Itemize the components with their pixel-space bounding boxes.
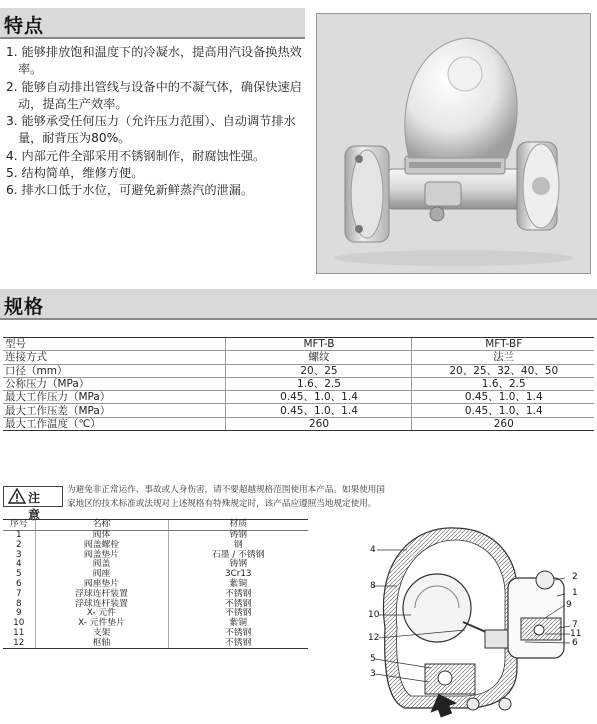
callout-2: 2 [572, 572, 578, 582]
callout-9: 9 [566, 600, 572, 610]
part-name: 阀座垫片 [35, 580, 168, 590]
table-row [3, 417, 594, 430]
features-title: 特点 [4, 15, 45, 37]
features-header-rule [0, 37, 305, 39]
part-material: 石墨 / 不锈钢 [168, 550, 308, 560]
table-row [3, 609, 308, 619]
table-row [3, 530, 308, 540]
part-name: 阀座 [35, 570, 168, 580]
table-row [3, 570, 308, 580]
part-number: 10 [13, 618, 25, 629]
table-row [3, 377, 594, 390]
part-number: 1 [15, 529, 22, 540]
spec-value-mft-bf: 0.45、1.0、1.4 [411, 391, 594, 404]
specs-header-rule [0, 318, 597, 320]
spec-value-mft-bf: 20、25、32、40、50 [411, 364, 594, 377]
part-name: 阀盖 [35, 560, 168, 570]
part-material: 不锈钢 [168, 609, 308, 619]
part-number: 4 [15, 559, 22, 570]
part-number: 9 [15, 608, 22, 619]
part-name: 浮球连杆装置 [35, 590, 168, 600]
part-material: 不锈钢 [168, 629, 308, 639]
callout-11: 11 [570, 629, 582, 639]
table-row [3, 550, 308, 560]
part-name: 枢轴 [35, 639, 168, 649]
features-header [0, 8, 305, 39]
spec-label: 最大工作压差（MPa） [3, 404, 225, 417]
notice-label: 注 意 [28, 491, 43, 522]
spec-label: 连接方式 [3, 351, 225, 364]
notice-badge [3, 486, 63, 522]
spec-value-mft-bf: 1.6、2.5 [411, 377, 594, 390]
part-number: 2 [15, 539, 22, 550]
table-row [3, 338, 594, 351]
spec-value-mft-b: 260 [225, 417, 411, 430]
spec-label: 最大工作温度（℃） [3, 417, 225, 430]
part-material: 钢 [168, 541, 308, 551]
spec-value-mft-b: 1.6、2.5 [225, 377, 411, 390]
feature-item: 6. 排水口低于水位，可避免新鲜蒸汽的泄漏。 [6, 183, 254, 198]
spec-value-mft-b: 螺纹 [225, 351, 411, 364]
steam-trap-illustration [317, 14, 590, 273]
part-name: 阀体 [35, 530, 168, 540]
callout-5: 5 [370, 654, 376, 664]
table-row [3, 580, 308, 590]
part-name: 阀盖垫片 [35, 550, 168, 560]
table-row [3, 364, 594, 377]
callout-7: 7 [572, 620, 578, 630]
spec-label: 公称压力（MPa） [3, 377, 225, 390]
column-header: 名称 [35, 520, 168, 531]
table-row [3, 404, 594, 417]
table-header-row [3, 520, 308, 531]
parts-table [3, 519, 308, 649]
feature-item: 3. 能够承受任何压力（允许压力范围）、自动调节排水量，耐背压为80%。 [6, 114, 296, 146]
callout-1: 1 [572, 588, 578, 598]
table-row [3, 599, 308, 609]
callout-4: 4 [370, 545, 376, 555]
spec-value-mft-b: 20、25 [225, 364, 411, 377]
part-material: 紫铜 [168, 580, 308, 590]
spec-label: 型号 [3, 338, 225, 351]
part-material: 不锈钢 [168, 599, 308, 609]
features-list [6, 44, 306, 200]
part-number: 8 [15, 598, 22, 609]
specs-title: 规格 [4, 296, 45, 318]
callout-10: 10 [368, 610, 380, 620]
callout-6: 6 [572, 638, 578, 648]
spec-label: 最大工作压力（MPa） [3, 391, 225, 404]
column-header: 材质 [168, 520, 308, 531]
callout-8: 8 [370, 581, 376, 591]
spec-label: 口径（mm） [3, 364, 225, 377]
part-name: 阀盖螺栓 [35, 541, 168, 551]
spec-value-mft-bf: 法兰 [411, 351, 594, 364]
feature-item: 5. 结构简单，维修方便。 [6, 166, 144, 181]
warning-icon [8, 488, 26, 504]
column-header: 序号 [3, 520, 35, 531]
callout-3: 3 [370, 669, 376, 679]
product-photo [316, 13, 591, 274]
specs-table [3, 337, 594, 431]
part-number: 7 [15, 588, 22, 599]
feature-item: 4. 内部元件全部采用不锈钢制作，耐腐蚀性强。 [6, 148, 266, 163]
table-row [3, 619, 308, 629]
part-name: X- 元件 [35, 609, 168, 619]
callout-12: 12 [368, 633, 380, 643]
feature-item: 1. 能够排放饱和温度下的冷凝水，提高用汽设备换热效率。 [6, 45, 302, 77]
table-row [3, 351, 594, 364]
table-row [3, 391, 594, 404]
part-material: 铸钢 [168, 530, 308, 540]
part-number: 11 [13, 627, 25, 638]
table-row [3, 560, 308, 570]
spec-value-mft-b: 0.45、1.0、1.4 [225, 391, 411, 404]
part-number: 3 [15, 549, 22, 560]
part-number: 5 [15, 569, 22, 580]
part-material: 不锈钢 [168, 590, 308, 600]
spec-value-mft-bf: 0.45、1.0、1.4 [411, 404, 594, 417]
part-material: 3Cr13 [168, 570, 308, 580]
part-number: 6 [15, 578, 22, 589]
table-row [3, 629, 308, 639]
feature-item: 2. 能够自动排出管线与设备中的不凝气体，确保快速启动，提高生产效率。 [6, 79, 302, 111]
spec-value-mft-b: MFT-B [225, 338, 411, 351]
part-material: 紫铜 [168, 619, 308, 629]
part-name: 支架 [35, 629, 168, 639]
part-material: 不锈钢 [168, 639, 308, 649]
spec-value-mft-b: 0.45、1.0、1.4 [225, 404, 411, 417]
notice-text: 为避免非正常运作、事故或人身伤害，请不要超越规格范围使用本产品。如果使用国家地区的技术标准或法规对上述规格有特殊规定时，该产品应遵照当地规定使用。 [67, 485, 385, 509]
part-material: 铸钢 [168, 560, 308, 570]
cross-section-drawing [345, 518, 595, 718]
spec-value-mft-bf: 260 [411, 417, 594, 430]
spec-value-mft-bf: MFT-BF [411, 338, 594, 351]
table-row [3, 590, 308, 600]
part-number: 12 [3, 639, 35, 649]
part-name: X- 元件垫片 [35, 619, 168, 629]
table-row [3, 541, 308, 551]
specs-header [0, 289, 597, 320]
part-name: 浮球连杆装置 [35, 599, 168, 609]
table-row [3, 639, 308, 649]
